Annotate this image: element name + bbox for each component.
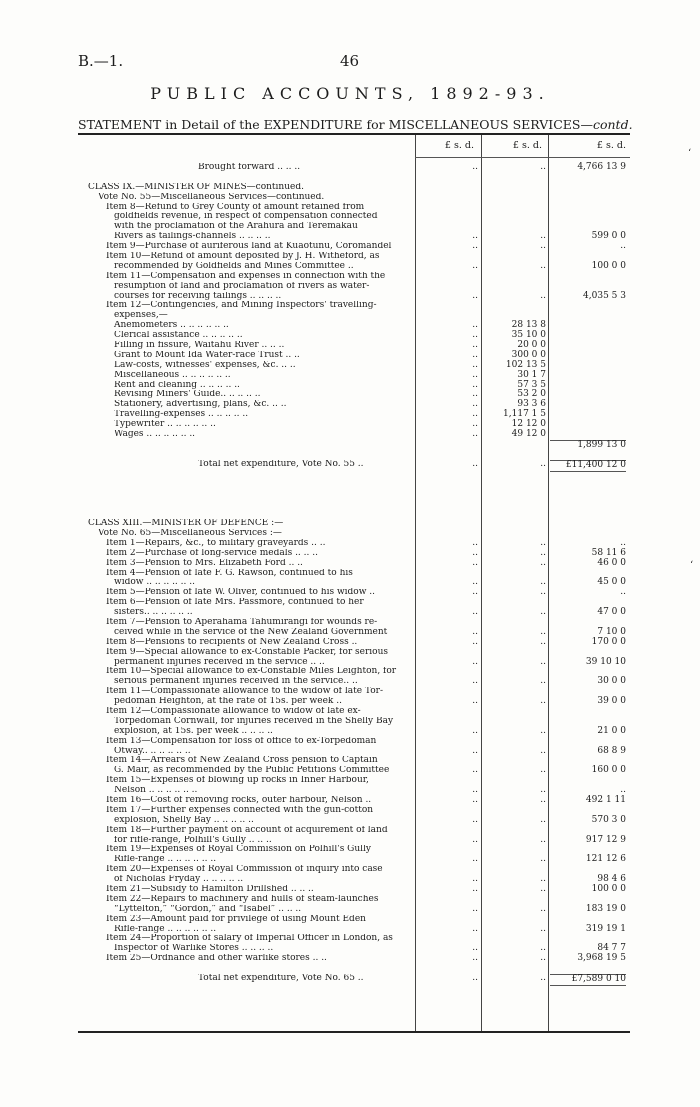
table-row	[78, 499, 630, 509]
subtitle-main: STATEMENT in Detail of the EXPENDITURE for MISCELLANEOUS SERVICES—	[78, 117, 593, 132]
row-description: Item 11—Compensation and expenses in connection with the	[106, 271, 386, 281]
amount-c1: ..	[472, 458, 478, 469]
amount-c2: ..	[540, 241, 546, 252]
row-description: Item 15—Expenses of blowing up rocks in Inner Harbour,	[106, 776, 369, 786]
amount-c2: ..	[540, 834, 546, 845]
row-description: permanent injuries received in the service .. ..	[114, 657, 325, 667]
amount-c2: ..	[540, 162, 546, 172]
row-description: Stationery, advertising, plans, &c. .. ..	[114, 400, 287, 410]
row-description: “Lyttelton,” “Gordon,” and “Isabel” .. .. ..	[114, 904, 302, 914]
table-row	[78, 252, 630, 262]
amount-c1: ..	[472, 765, 478, 776]
amount-c2: 300 0 0	[511, 349, 546, 360]
page-number: 46	[340, 52, 360, 70]
amount-c2: ..	[540, 636, 546, 647]
row-description: Item 8—Refund to Grey County of amount retained from	[106, 202, 365, 212]
amount-c2: 93 3 6	[517, 399, 546, 410]
amount-c3: £11,400 12 0	[550, 460, 626, 472]
amount-c2: ..	[540, 696, 546, 707]
row-description: ceived while in the service of the New Zealand Government	[114, 627, 388, 637]
table-row	[78, 262, 630, 272]
amount-c1: ..	[472, 537, 478, 548]
amount-c2: 28 13 8	[511, 320, 546, 331]
amount-c2: ..	[540, 765, 546, 776]
amount-c1: ..	[472, 953, 478, 964]
row-description: Item 24—Proportion of salary of Imperial Officer in London, as	[106, 934, 393, 944]
table-row	[78, 697, 630, 707]
amount-c1: ..	[472, 676, 478, 687]
row-description: Item 4—Pension of late F. G. Rawson, continued to his	[106, 568, 353, 578]
amount-c3: ..	[620, 587, 626, 598]
table-row	[78, 925, 630, 935]
row-description: Law-costs, witnesses' expenses, &c. .. ..	[114, 360, 296, 370]
table-row	[78, 796, 630, 806]
table-row	[78, 895, 630, 905]
row-description: Wages .. .. .. .. .. ..	[114, 430, 196, 440]
table-row	[78, 727, 630, 737]
amount-c1: ..	[472, 290, 478, 301]
amount-c2: 20 0 0	[517, 340, 546, 351]
row-description: Item 13—Compensation for loss of office to ex-Torpedoman	[106, 736, 377, 746]
table-row	[78, 707, 630, 717]
row-description: explosion, Shelly Bay .. .. .. .. ..	[114, 815, 254, 825]
row-description: G. Mair, as recommended by the Public Petitions Committee	[114, 766, 390, 776]
row-description: Filling in fissure, Waitahu River .. .. ..	[114, 341, 285, 351]
amount-c1: ..	[472, 419, 478, 430]
table-row	[78, 737, 630, 747]
table-row	[78, 598, 630, 608]
row-description: explosion, at 15s. per week .. .. .. ..	[114, 726, 273, 736]
table-row	[78, 618, 630, 628]
amount-c2: ..	[540, 884, 546, 895]
row-description: Travelling-expenses .. .. .. .. ..	[114, 410, 249, 420]
row-description: resumption of land and proclamation of rivers as water-	[114, 281, 370, 291]
table-row	[78, 677, 630, 687]
table-row	[78, 489, 630, 499]
amount-c2: ..	[540, 547, 546, 558]
table-row	[78, 292, 630, 302]
column-headers	[78, 135, 630, 155]
row-description: Rifle-range .. .. .. .. .. ..	[114, 855, 217, 865]
amount-c2: 1,117 1 5	[503, 409, 546, 420]
row-description: widow .. .. .. .. .. ..	[114, 578, 195, 588]
amount-c1: ..	[472, 359, 478, 370]
row-description: of Nicholas Fryday .. .. .. .. ..	[114, 875, 244, 885]
amount-c3: 46 0 0	[597, 557, 626, 568]
amount-c1: ..	[472, 814, 478, 825]
amount-c2: ..	[540, 903, 546, 914]
row-description: CLASS IX.—MINISTER OF MINES—continued.	[88, 182, 304, 192]
table-row	[78, 371, 630, 381]
amount-c1: ..	[472, 547, 478, 558]
row-description: Item 1—Repairs, &c., to military graveyards .. ..	[106, 538, 326, 548]
amount-c3: 84 7 7	[597, 943, 626, 954]
table-row	[78, 549, 630, 559]
amount-c3: 98 4 6	[597, 874, 626, 885]
table-row	[78, 658, 630, 668]
row-description: Inspector of Warlike Stores .. .. .. ..	[114, 944, 274, 954]
table-row	[78, 559, 630, 569]
amount-c2: ..	[540, 943, 546, 954]
amount-c2: ..	[540, 577, 546, 588]
table-row	[78, 826, 630, 836]
table-row	[78, 529, 630, 539]
table-row	[78, 954, 630, 964]
row-description: Item 25—Ordnance and other warlike stores .. ..	[106, 954, 327, 964]
table-row	[78, 390, 630, 400]
column-header-3: £ s. d.	[596, 140, 626, 151]
row-description: Rent and cleaning .. .. .. .. ..	[114, 380, 240, 390]
amount-c2: 49 12 0	[511, 429, 546, 440]
amount-c2: ..	[540, 557, 546, 568]
amount-c1: ..	[472, 330, 478, 341]
amount-c2: ..	[540, 953, 546, 964]
amount-c2: ..	[540, 656, 546, 667]
table-row	[78, 836, 630, 846]
row-description: Miscellaneous .. .. .. .. .. ..	[114, 370, 231, 380]
amount-c1: ..	[472, 320, 478, 331]
table-row	[78, 203, 630, 213]
amount-c2: ..	[540, 795, 546, 805]
amount-c1: ..	[472, 636, 478, 647]
table-row	[78, 934, 630, 944]
table-row	[78, 756, 630, 766]
amount-c1: ..	[472, 577, 478, 588]
amount-c1: ..	[472, 557, 478, 568]
row-description: Item 2—Purchase of long-service medals .. .. ..	[106, 548, 318, 558]
amount-c2: 53 2 0	[517, 389, 546, 400]
amount-c2: ..	[540, 874, 546, 885]
table-row	[78, 282, 630, 292]
amount-c3: 183 19 0	[585, 903, 626, 914]
page-title: PUBLIC ACCOUNTS, 1892-93.	[150, 84, 550, 103]
table-body	[78, 163, 630, 984]
amount-c1: ..	[472, 874, 478, 885]
table-row	[78, 321, 630, 331]
row-description: Item 17—Further expenses connected with the gun-cotton	[106, 805, 374, 815]
table-row	[78, 845, 630, 855]
row-description: recommended by Goldfields and Mines Committee ..	[114, 261, 354, 271]
table-row	[78, 855, 630, 865]
table-row	[78, 311, 630, 321]
table-row	[78, 430, 630, 440]
table-row	[78, 974, 630, 984]
expenditure-table	[78, 133, 630, 1033]
amount-c3: 100 0 0	[591, 260, 626, 271]
amount-c3: 121 12 6	[585, 854, 626, 865]
row-description: Otway.. .. .. .. .. ..	[114, 746, 191, 756]
column-header-2: £ s. d.	[512, 140, 542, 151]
table-row	[78, 242, 630, 252]
row-description: Item 18—Further payment on account of acquirement of land	[106, 825, 388, 835]
table-row	[78, 648, 630, 658]
row-description: pedoman Heighton, at the rate of 15s. per week ..	[114, 697, 342, 707]
row-description: Rifle-range .. .. .. .. .. ..	[114, 924, 217, 934]
row-description: Item 14—Arrears of New Zealand Cross pension to Captain	[106, 756, 378, 766]
amount-c2: 102 13 5	[505, 359, 546, 370]
table-row	[78, 766, 630, 776]
amount-c1: ..	[472, 379, 478, 390]
table-row	[78, 915, 630, 925]
amount-c3: 7 10 0	[597, 626, 626, 637]
table-row	[78, 964, 630, 974]
row-description: Total net expenditure, Vote No. 65 ..	[198, 974, 364, 984]
amount-c2: ..	[540, 745, 546, 756]
amount-c3: 100 0 0	[591, 884, 626, 895]
amount-c3: 319 19 1	[585, 923, 626, 934]
amount-c2: ..	[540, 231, 546, 242]
amount-c3: 58 11 6	[591, 547, 626, 558]
row-description: Item 11—Compassionate allowance to the widow of late Tor-	[106, 687, 383, 697]
amount-c2: ..	[540, 854, 546, 865]
table-row	[78, 578, 630, 588]
table-row	[78, 470, 630, 480]
amount-c2: ..	[540, 607, 546, 618]
amount-c1: ..	[472, 340, 478, 351]
table-row	[78, 865, 630, 875]
row-description: with the proclamation of the Arahura and Teremakau	[114, 222, 358, 232]
amount-c1: ..	[472, 854, 478, 865]
amount-c3: 39 10 10	[585, 656, 626, 667]
row-description: Item 12—Contingencies, and Mining Inspectors' travelling-	[106, 301, 377, 311]
amount-c1: ..	[472, 795, 478, 805]
amount-c2: ..	[540, 260, 546, 271]
column-header-1: £ s. d.	[444, 140, 474, 151]
table-row	[78, 420, 630, 430]
row-description: expenses,—	[114, 311, 168, 321]
amount-c1: ..	[472, 587, 478, 598]
table-row	[78, 301, 630, 311]
table-row	[78, 509, 630, 519]
amount-c1: ..	[472, 241, 478, 252]
table-row	[78, 163, 630, 173]
amount-c3: 30 0 0	[597, 676, 626, 687]
amount-c3: £7,589 0 10	[550, 974, 626, 986]
amount-c1: ..	[472, 725, 478, 736]
amount-c1: ..	[472, 399, 478, 410]
table-row	[78, 628, 630, 638]
amount-c2: ..	[540, 973, 546, 984]
row-description: Brought forward .. .. ..	[198, 163, 301, 172]
table-row	[78, 786, 630, 796]
table-row	[78, 717, 630, 727]
amount-c2: ..	[540, 785, 546, 796]
row-description: Rivers as tailings-channels .. .. .. ..	[114, 232, 271, 242]
amount-c3: 492 1 11	[585, 795, 626, 805]
amount-c3: ..	[620, 537, 626, 548]
table-row	[78, 331, 630, 341]
amount-c2: ..	[540, 676, 546, 687]
table-row	[78, 944, 630, 954]
row-description: goldfields revenue, in respect of compensation connected	[114, 212, 378, 222]
table-row	[78, 747, 630, 757]
row-description: Item 16—Cost of removing rocks, outer harbour, Nelson ..	[106, 796, 372, 805]
table-row	[78, 569, 630, 579]
table-row	[78, 776, 630, 786]
amount-c3: 39 0 0	[597, 696, 626, 707]
amount-c2: ..	[540, 814, 546, 825]
table-row	[78, 272, 630, 282]
row-description: Item 9—Purchase of auriferous land at Kuaotunu, Coromandel	[106, 242, 392, 252]
subtitle-contd: contd.	[592, 117, 633, 132]
amount-c1: ..	[472, 656, 478, 667]
row-description: Typewriter .. .. .. .. .. ..	[114, 420, 216, 430]
table-row	[78, 440, 630, 450]
amount-c2: 12 12 0	[511, 419, 546, 430]
row-description: Item 10—Special allowance to ex-Constable Miles Leighton, for	[106, 667, 397, 677]
amount-c1: ..	[472, 162, 478, 172]
table-row	[78, 222, 630, 232]
table-row	[78, 480, 630, 490]
header-rule	[415, 157, 630, 158]
amount-c1: ..	[472, 973, 478, 984]
amount-c2: 30 1 7	[517, 369, 546, 380]
table-row	[78, 667, 630, 677]
amount-c1: ..	[472, 903, 478, 914]
table-row	[78, 806, 630, 816]
amount-c2: ..	[540, 587, 546, 598]
amount-c1: ..	[472, 389, 478, 400]
row-description: Item 19—Expenses of Royal Commission on Polhill's Gully	[106, 845, 372, 855]
table-row	[78, 588, 630, 598]
amount-c1: ..	[472, 943, 478, 954]
table-row	[78, 450, 630, 460]
amount-c1: ..	[472, 260, 478, 271]
amount-c1: ..	[472, 429, 478, 440]
row-description: Nelson .. .. .. .. .. ..	[114, 786, 198, 796]
row-description: Vote No. 65—Miscellaneous Services :—	[98, 528, 282, 538]
row-description: Item 8—Pensions to recipients of New Zealand Cross ..	[106, 637, 358, 647]
table-row	[78, 608, 630, 618]
table-row	[78, 460, 630, 470]
table-row	[78, 885, 630, 895]
amount-c1: ..	[472, 409, 478, 420]
amount-c3: 1,899 13 0	[550, 440, 626, 451]
table-row	[78, 410, 630, 420]
row-description: Item 3—Pension to Mrs. Elizabeth Ford .. ..	[106, 558, 303, 568]
amount-c2: ..	[540, 537, 546, 548]
amount-c1: ..	[472, 745, 478, 756]
amount-c1: ..	[472, 231, 478, 242]
amount-c2: ..	[540, 458, 546, 469]
table-row	[78, 400, 630, 410]
row-description: courses for receiving tailings .. .. .. ..	[114, 291, 282, 301]
amount-c3: 3,968 19 5	[577, 953, 626, 964]
amount-c1: ..	[472, 696, 478, 707]
amount-c2: 35 10 0	[511, 330, 546, 341]
amount-c3: 21 0 0	[597, 725, 626, 736]
row-description: Item 21—Subsidy to Hamilton Drillshed .. .. ..	[106, 885, 314, 895]
amount-c3: 160 0 0	[591, 765, 626, 776]
table-row	[78, 381, 630, 391]
row-description: Item 10—Refund of amount deposited by J. H. Witheford, as	[106, 252, 380, 262]
amount-c3: ..	[620, 241, 626, 252]
amount-c1: ..	[472, 834, 478, 845]
amount-c1: ..	[472, 607, 478, 618]
table-row	[78, 351, 630, 361]
table-row	[78, 816, 630, 826]
row-description: Item 9—Special allowance to ex-Constable Packer, for serious	[106, 647, 388, 657]
amount-c3: 4,766 13 9	[577, 162, 626, 172]
amount-c3: 68 8 9	[597, 745, 626, 756]
amount-c1: ..	[472, 349, 478, 360]
row-description: Anemometers .. .. .. .. .. ..	[114, 321, 229, 331]
amount-c1: ..	[472, 626, 478, 637]
row-description: Clerical assistance .. .. .. .. ..	[114, 331, 243, 341]
table-row	[78, 193, 630, 203]
amount-c3: 47 0 0	[597, 607, 626, 618]
row-description: Total net expenditure, Vote No. 55 ..	[198, 459, 364, 469]
statement-subtitle	[78, 117, 633, 132]
amount-c3: ..	[620, 785, 626, 796]
table-row	[78, 687, 630, 697]
amount-c3: 170 0 0	[591, 636, 626, 647]
row-description: Torpedoman Cornwall, for injuries received in the Shelly Bay	[114, 716, 394, 726]
table-row	[78, 183, 630, 193]
amount-c1: ..	[472, 923, 478, 934]
amount-c2: ..	[540, 290, 546, 301]
row-description: Item 23—Amount paid for privilege of using Mount Eden	[106, 914, 366, 924]
row-description: Item 12—Compassionate allowance to widow of late ex-	[106, 706, 361, 716]
amount-c1: ..	[472, 884, 478, 895]
row-description: CLASS XIII.—MINISTER OF DEFENCE :—	[88, 519, 284, 529]
amount-c3: 917 12 9	[585, 834, 626, 845]
row-description: serious permanent injuries received in the service.. ..	[114, 677, 358, 687]
amount-c2: ..	[540, 725, 546, 736]
row-description: sisters.. .. .. .. .. ..	[114, 608, 193, 618]
table-row	[78, 173, 630, 183]
amount-c1: ..	[472, 369, 478, 380]
table-row	[78, 539, 630, 549]
row-description: Vote No. 55—Miscellaneous Services—continued.	[98, 192, 325, 202]
table-row	[78, 232, 630, 242]
amount-c2: ..	[540, 626, 546, 637]
row-description: Item 22—Repairs to machinery and hulls of steam-launches	[106, 894, 379, 904]
amount-c3: 4,035 5 3	[583, 290, 626, 301]
amount-c2: ..	[540, 923, 546, 934]
table-row	[78, 361, 630, 371]
document-reference: B.—1.	[78, 52, 124, 70]
table-row	[78, 905, 630, 915]
amount-c2: 57 3 5	[517, 379, 546, 390]
amount-c1: ..	[472, 785, 478, 796]
amount-c3: 599 0 0	[591, 231, 626, 242]
margin-mark: ‘	[688, 148, 692, 159]
row-description: Item 6—Pension of late Mrs. Passmore, continued to her	[106, 598, 364, 608]
amount-c3: 570 3 0	[591, 814, 626, 825]
row-description: Item 5—Pension of late W. Oliver, continued to his widow ..	[106, 588, 375, 598]
row-description: Item 20—Expenses of Royal Commission of inquiry into case	[106, 865, 383, 875]
row-description: Revising Miners' Guide.. .. .. .. ..	[114, 390, 261, 400]
amount-c3: 45 0 0	[597, 577, 626, 588]
table-row	[78, 341, 630, 351]
row-description: Grant to Mount Ida Water-race Trust .. ..	[114, 350, 300, 360]
table-row	[78, 212, 630, 222]
table-row	[78, 519, 630, 529]
margin-mark: ‘	[690, 560, 694, 571]
row-description: Item 7—Pension to Aperahama Tahumirangi for wounds re-	[106, 617, 378, 627]
row-description: for rifle-range, Polhill's Gully .. .. ..	[114, 835, 272, 845]
table-row	[78, 638, 630, 648]
table-row	[78, 875, 630, 885]
